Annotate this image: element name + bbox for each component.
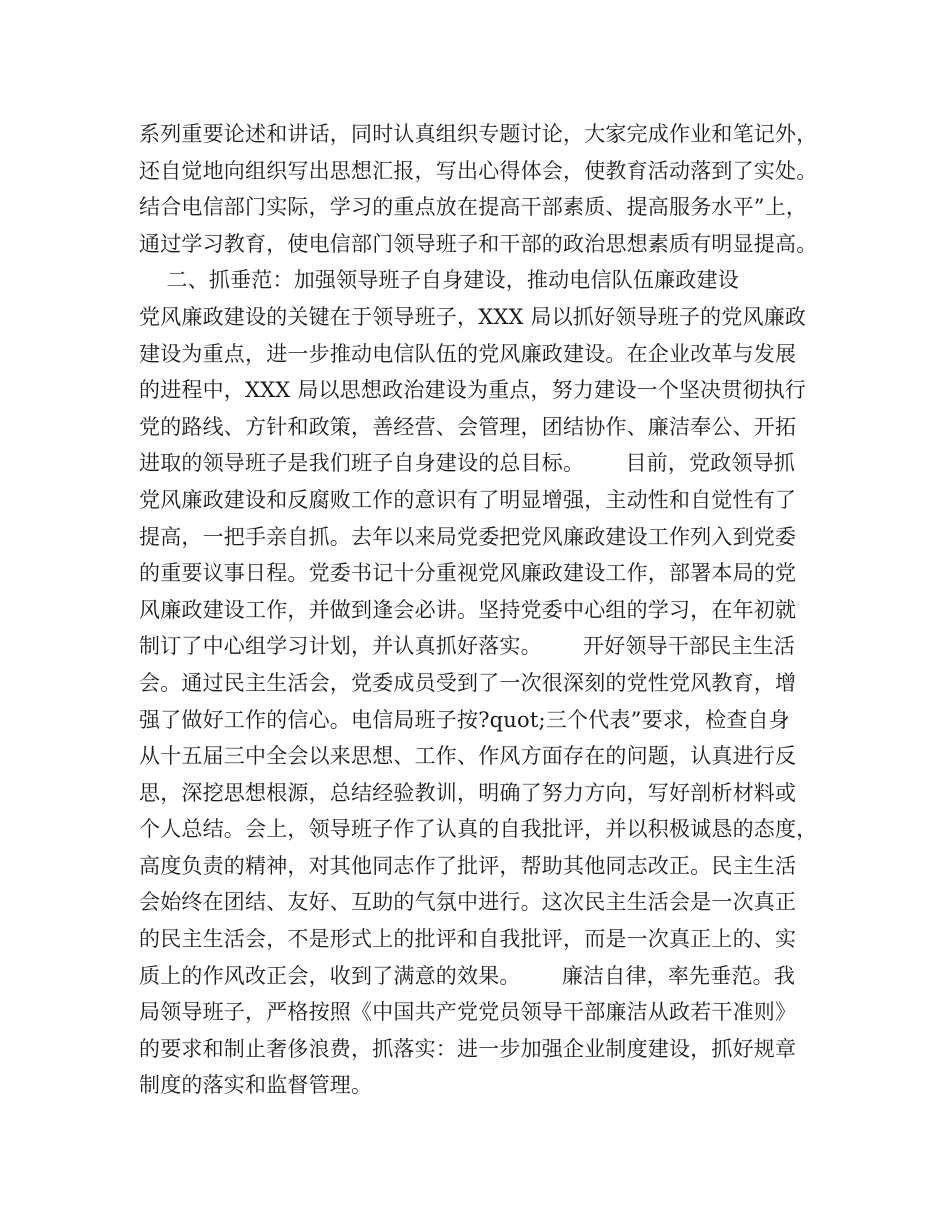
text-line: 党的路线、方针和政策，善经营、会管理，团结协作、廉洁奉公、开拓	[139, 414, 797, 439]
text-line: 进取的领导班子是我们班子自身建设的总目标。 目前，党政领导抓	[139, 451, 796, 476]
text-line: 通过学习教育，使电信部门领导班子和干部的政治思想素质有明显提高。	[139, 231, 818, 256]
text-line: 的重要议事日程。党委书记十分重视党风廉政建设工作，部署本局的党	[139, 561, 797, 586]
text-line: 从十五届三中全会以来思想、工作、作风方面存在的问题，认真进行反	[139, 744, 797, 769]
text-line: 的民主生活会，不是形式上的批评和自我批评，而是一次真正上的、实	[139, 927, 797, 952]
text-line: 局领导班子，严格按照《中国共产党党员领导干部廉洁从政若干准则》	[139, 1000, 797, 1025]
text-line: 强了做好工作的信心。电信局班子按?quot;三个代表”要求，检查自身	[139, 707, 790, 732]
text-line: 系列重要论述和讲话，同时认真组织专题讨论，大家完成作业和笔记外，	[139, 122, 818, 146]
text-line: 还自觉地向组织写出思想汇报，写出心得体会，使教育活动落到了实处。	[139, 158, 818, 183]
text-line: 的要求和制止奢侈浪费，抓落实：进一步加强企业制度建设，抓好规章	[139, 1036, 797, 1061]
text-line: 的进程中，XXX 局以思想政治建设为重点，努力建设一个坚决贯彻执行	[139, 378, 807, 403]
section-heading: 二、抓垂范：加强领导班子自身建设，推动电信队伍廉政建设	[139, 268, 739, 293]
text-line: 会始终在团结、友好、互助的气氛中进行。这次民主生活会是一次真正	[139, 890, 797, 915]
text-line: 质上的作风改正会，收到了满意的效果。 廉洁自律，率先垂范。我	[139, 963, 796, 988]
text-line: 党风廉政建设的关键在于领导班子，XXX 局以抓好领导班子的党风廉政	[139, 304, 807, 329]
text-line: 党风廉政建设和反腐败工作的意识有了明显增强，主动性和自觉性有了	[139, 487, 797, 512]
text-line: 制度的落实和监督管理。	[139, 1073, 373, 1098]
text-line: 结合电信部门实际，学习的重点放在提高干部素质、提高服务水平”上，	[139, 195, 808, 220]
text-line: 建设为重点，进一步推动电信队伍的党风廉政建设。在企业改革与发展	[139, 341, 797, 366]
text-line: 会。通过民主生活会，党委成员受到了一次很深刻的党性党风教育，增	[139, 670, 797, 695]
text-line: 风廉政建设工作，并做到逢会必讲。坚持党委中心组的学习，在年初就	[139, 597, 797, 622]
text-line: 提高，一把手亲自抓。去年以来局党委把党风廉政建设工作列入到党委	[139, 524, 797, 549]
text-line: 思，深挖思想根源，总结经验教训，明确了努力方向，写好剖析材料或	[139, 780, 797, 805]
text-line: 制订了中心组学习计划，并认真抓好落实。 开好领导干部民主生活	[139, 634, 796, 659]
body-text	[139, 116, 839, 1104]
text-line: 高度负责的精神，对其他同志作了批评，帮助其他同志改正。民主生活	[139, 853, 797, 878]
text-line: 个人总结。会上，领导班子作了认真的自我批评，并以积极诚恳的态度，	[139, 817, 818, 842]
